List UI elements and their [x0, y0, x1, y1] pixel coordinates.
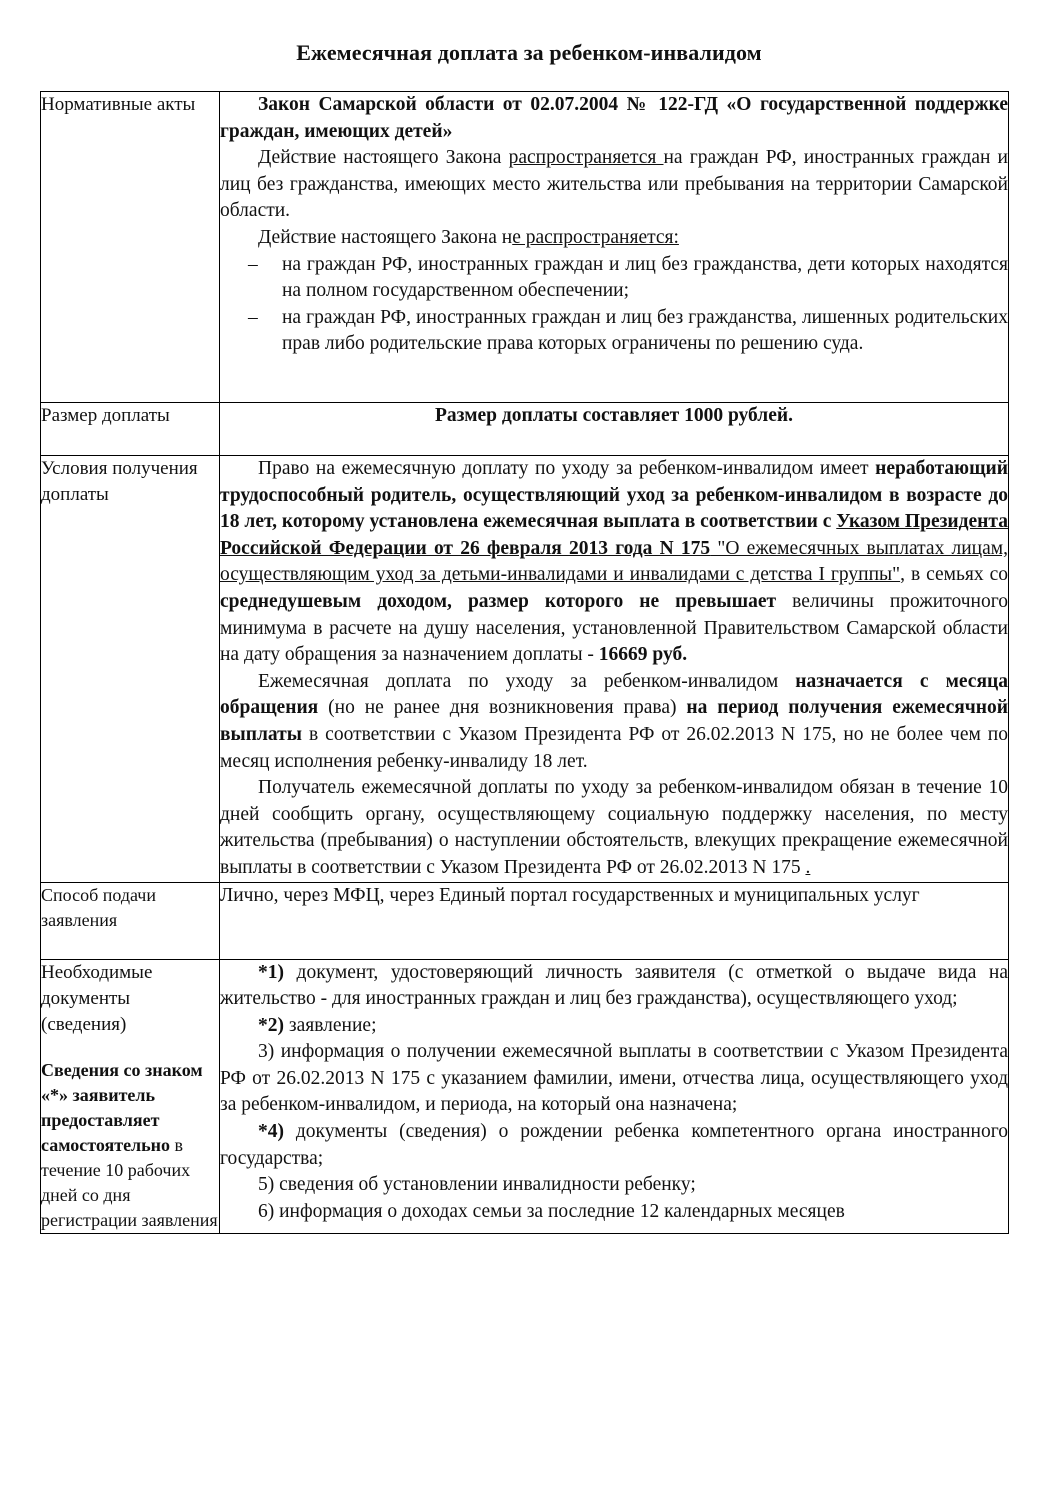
list-item [220, 1199, 1008, 1226]
table-row-normative-acts [41, 92, 1009, 403]
not-applies-prefix: Действие настоящего Закона н [258, 226, 513, 248]
table-row-conditions [41, 456, 1009, 883]
list-item [220, 1013, 1008, 1040]
documents-label: Необходимые документы (сведения) [41, 961, 153, 1035]
bullet-dash: – [248, 253, 258, 275]
amount-text: Размер доплаты составляет 1000 рублей. [434, 405, 794, 426]
decree-reference: Указом Президента Российской Федерации от 26 февраля 2013 года N 175 [220, 511, 1008, 559]
list-item [220, 252, 1008, 305]
item-text: 6) информация о доходах семьи за последние 12 календарных месяцев [258, 1200, 845, 1222]
text-span: Получатель ежемесячной доплаты по уходу за ребенком-инвалидом обязан в течение 10 дней сообщить органу, осуществляющему социальную поддержку населения, по месту жительства (пребывания) о наступлении обстоятельств, влекущих прекращение ежемесячной выплаты в соответствии с Указом Президента РФ от 26.02.2013 N 175 [220, 777, 1008, 878]
law-title: Закон Самарской области от 02.07.2004 № 122-ГД «О государственной поддержке граждан, имеющих детей» [220, 94, 1008, 142]
list-item [220, 1039, 1008, 1119]
law-not-applies-paragraph [220, 225, 1008, 252]
text-span: Право на ежемесячную доплату по уходу за ребенком-инвалидом имеет [258, 458, 876, 479]
bold-span: среднедушевым доходом, размер которого не превышает [220, 590, 777, 612]
list-item [220, 1119, 1008, 1172]
method-text: Лично, через МФЦ, через Единый портал государственных и муниципальных услуг [220, 884, 920, 906]
income-threshold: 16669 руб. [598, 644, 688, 666]
row-label-documents [41, 959, 220, 1233]
documents-note [41, 1058, 219, 1233]
decree-title: "О ежемесячных выплатах лицам, осуществляющим уход за детьми-инвалидами и инвалидами с детства I группы" [220, 537, 1008, 586]
list-item [220, 960, 1008, 1013]
item-mark: *1) [258, 961, 284, 983]
applies-prefix: Действие настоящего Закона [258, 147, 509, 169]
bold-span: неработающий трудоспособный родитель, осуществляющий уход за ребенком-инвалидом в возрасте до 18 лет, которому установлена ежемесячная выплата в соответствии с [220, 458, 1008, 533]
row-content-method [220, 882, 1009, 959]
law-applies-paragraph [220, 145, 1008, 225]
item-mark: *2) [258, 1014, 284, 1036]
table-row-amount [41, 403, 1009, 456]
item-mark: *4) [258, 1121, 284, 1143]
document-title: Ежемесячная доплата за ребенком-инвалидом [296, 40, 762, 65]
bullet-dash: – [248, 306, 258, 328]
row-label-amount: Размер доплаты [41, 403, 220, 456]
applies-word: распространяется [508, 147, 664, 169]
note-rest: в течение 10 рабочих дней со дня регистрации заявления [41, 1134, 218, 1230]
row-content-conditions [220, 456, 1009, 883]
text-span: , в семьях со [900, 564, 1008, 586]
item-text: документ, удостоверяющий личность заявителя (с отметкой о выдаче вида на жительство - для иностранных граждан и лиц без гражданства), осуществляющего уход; [220, 961, 1008, 1010]
not-applies-word: е распространяется: [512, 226, 679, 248]
row-label-conditions: Условия получения доплаты [41, 456, 220, 883]
table-row-documents [41, 959, 1009, 1233]
applies-suffix: на граждан РФ, иностранных граждан и лиц без гражданства, имеющих место жительства или пребывания на территории Самарской области. [220, 147, 1008, 222]
text-span: в соответствии с Указом Президента РФ от 26.02.2013 N 175, но не более чем по месяц исполнения ребенку-инвалиду 18 лет. [220, 723, 1008, 772]
conditions-paragraph-2 [220, 669, 1008, 775]
list-item [220, 1172, 1008, 1199]
conditions-paragraph-3 [220, 775, 1008, 881]
bold-span: на период получения ежемесячной выплаты [220, 697, 1008, 745]
item-text: документы (сведения) о рождении ребенка компетентного органа иностранного государства; [220, 1121, 1008, 1169]
row-content-amount [220, 403, 1009, 456]
item-text: 5) сведения об установлении инвалидности ребенку; [258, 1174, 696, 1196]
text-span: Ежемесячная доплата по уходу за ребенком-инвалидом [258, 670, 796, 692]
underlined-period: . [805, 856, 811, 878]
bullet-text: на граждан РФ, иностранных граждан и лиц без гражданства, дети которых находятся на полном государственном обеспечении; [282, 253, 1008, 302]
info-table [40, 91, 1009, 1234]
row-content-documents [220, 959, 1009, 1233]
bullet-text: на граждан РФ, иностранных граждан и лиц без гражданства, лишенных родительских прав либо родительские права которых ограничены по решению суда. [282, 306, 1008, 355]
bold-span: назначается с месяца обращения [220, 670, 1008, 719]
item-text: 3) информация о получении ежемесячной выплаты в соответствии с Указом Президента РФ от 26.02.2013 N 175 с указанием фамилии, имени, отчества лица, осуществляющего уход за ребенком-инвалидом, и периода, на который она назначена; [220, 1041, 1008, 1116]
table-row-method [41, 882, 1009, 959]
list-item [220, 305, 1008, 358]
row-label-method: Способ подачи заявления [41, 882, 220, 959]
text-span: (но не ранее дня возникновения права) [318, 697, 687, 719]
conditions-paragraph-1 [220, 456, 1008, 669]
note-bold: Сведения со знаком «*» заявитель предоставляет самостоятельно [41, 1059, 203, 1155]
row-content-normative-acts [220, 92, 1009, 403]
text-span: величины прожиточного минимума в расчете на душу населения, установленной Правительством Самарской области на дату обращения за назначением доплаты - [220, 590, 1008, 666]
item-text: заявление; [284, 1014, 377, 1036]
row-label-normative-acts: Нормативные акты [41, 92, 220, 403]
